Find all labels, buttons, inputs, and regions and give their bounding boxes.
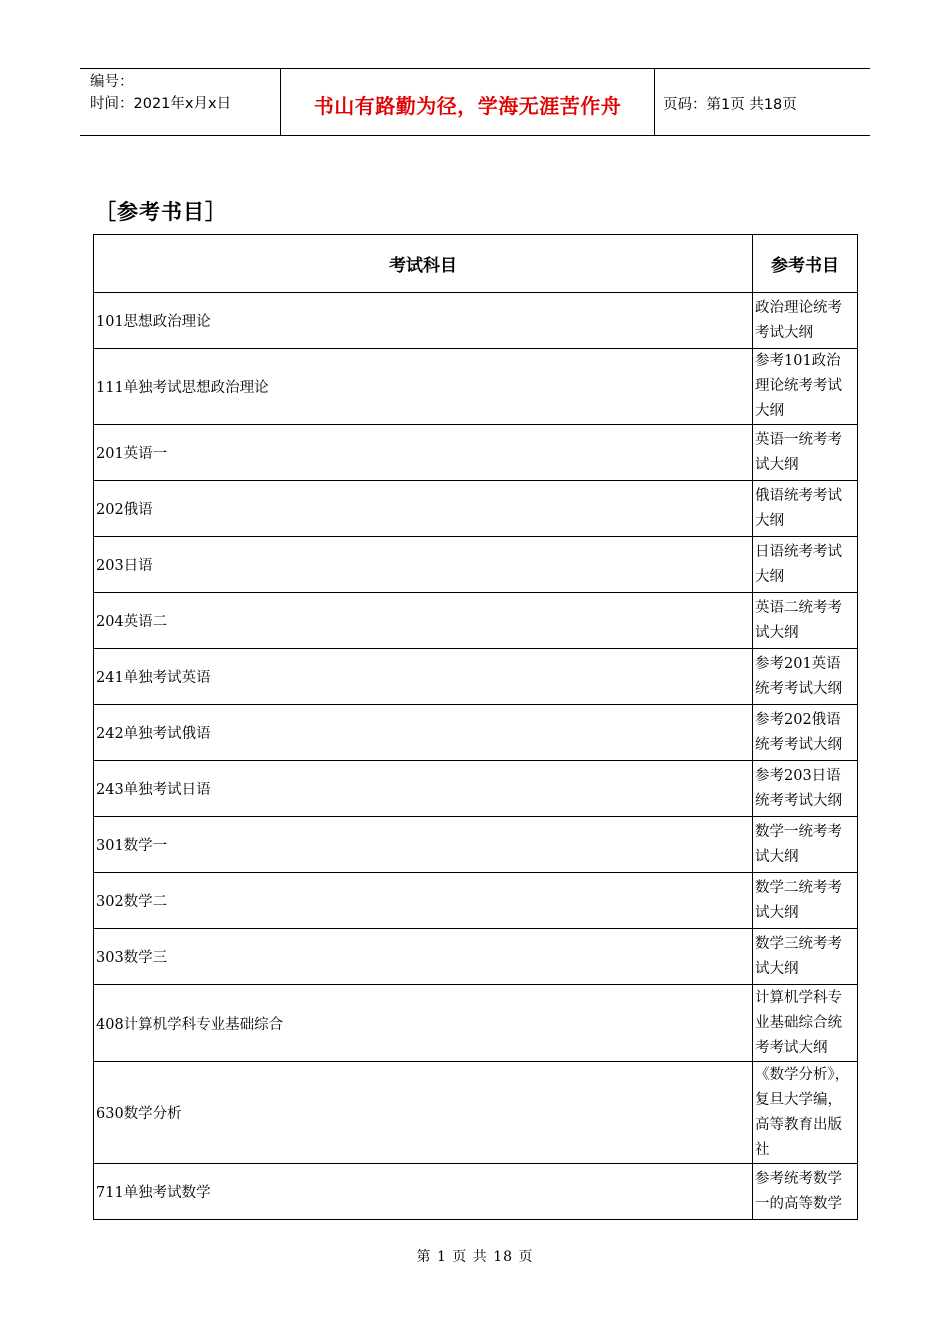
book-cell: 参考统考数学一的高等数学 bbox=[753, 1164, 858, 1220]
subject-cell: 711单独考试数学 bbox=[94, 1164, 753, 1220]
table-row bbox=[94, 873, 858, 929]
subject-cell: 203日语 bbox=[94, 537, 753, 593]
header-meta bbox=[80, 69, 281, 135]
subject-cell: 408计算机学科专业基础综合 bbox=[94, 985, 753, 1062]
book-cell: 数学二统考考试大纲 bbox=[753, 873, 858, 929]
subject-cell: 202俄语 bbox=[94, 481, 753, 537]
table-row bbox=[94, 705, 858, 761]
page-footer: 第 1 页 共 18 页 bbox=[416, 1249, 534, 1265]
header-page-label: 页码：第1页 共18页 bbox=[663, 96, 797, 113]
subject-cell: 111单独考试思想政治理论 bbox=[94, 349, 753, 425]
book-cell: 数学一统考考试大纲 bbox=[753, 817, 858, 873]
subject-cell: 243单独考试日语 bbox=[94, 761, 753, 817]
table-row bbox=[94, 349, 858, 425]
table-row bbox=[94, 537, 858, 593]
table-row bbox=[94, 817, 858, 873]
book-cell: 参考202俄语统考考试大纲 bbox=[753, 705, 858, 761]
book-cell: 《数学分析》，复旦大学编，高等教育出版社 bbox=[753, 1062, 858, 1164]
subject-cell: 201英语一 bbox=[94, 425, 753, 481]
book-cell: 英语一统考考试大纲 bbox=[753, 425, 858, 481]
table-row bbox=[94, 293, 858, 349]
book-cell: 计算机学科专业基础综合统考考试大纲 bbox=[753, 985, 858, 1062]
book-cell: 参考101政治理论统考考试大纲 bbox=[753, 349, 858, 425]
book-cell: 俄语统考考试大纲 bbox=[753, 481, 858, 537]
table-row bbox=[94, 1062, 858, 1164]
table-row bbox=[94, 593, 858, 649]
section-title: ［参考书目］ bbox=[95, 199, 227, 224]
subject-cell: 630数学分析 bbox=[94, 1062, 753, 1164]
subject-cell: 204英语二 bbox=[94, 593, 753, 649]
table-row bbox=[94, 481, 858, 537]
book-cell: 参考201英语统考考试大纲 bbox=[753, 649, 858, 705]
table-row bbox=[94, 929, 858, 985]
subject-cell: 242单独考试俄语 bbox=[94, 705, 753, 761]
table-row bbox=[94, 761, 858, 817]
table-body bbox=[94, 293, 858, 1220]
subject-cell: 302数学二 bbox=[94, 873, 753, 929]
book-cell: 数学三统考考试大纲 bbox=[753, 929, 858, 985]
table-row bbox=[94, 985, 858, 1062]
number-label: 编号： bbox=[90, 74, 134, 90]
table-header-row bbox=[94, 235, 858, 293]
table-row bbox=[94, 1164, 858, 1220]
time-label: 时间：2021年x月x日 bbox=[90, 96, 232, 112]
subject-cell: 101思想政治理论 bbox=[94, 293, 753, 349]
subject-cell: 241单独考试英语 bbox=[94, 649, 753, 705]
column-header-book: 参考书目 bbox=[753, 235, 858, 293]
page-header bbox=[80, 68, 870, 136]
book-cell: 英语二统考考试大纲 bbox=[753, 593, 858, 649]
header-motto: 书山有路勤为径，学海无涯苦作舟 bbox=[281, 69, 655, 135]
reference-table bbox=[93, 234, 858, 1220]
table-row bbox=[94, 425, 858, 481]
book-cell: 政治理论统考考试大纲 bbox=[753, 293, 858, 349]
table-row bbox=[94, 649, 858, 705]
subject-cell: 301数学一 bbox=[94, 817, 753, 873]
book-cell: 参考203日语统考考试大纲 bbox=[753, 761, 858, 817]
subject-cell: 303数学三 bbox=[94, 929, 753, 985]
column-header-subject: 考试科目 bbox=[94, 235, 753, 293]
book-cell: 日语统考考试大纲 bbox=[753, 537, 858, 593]
